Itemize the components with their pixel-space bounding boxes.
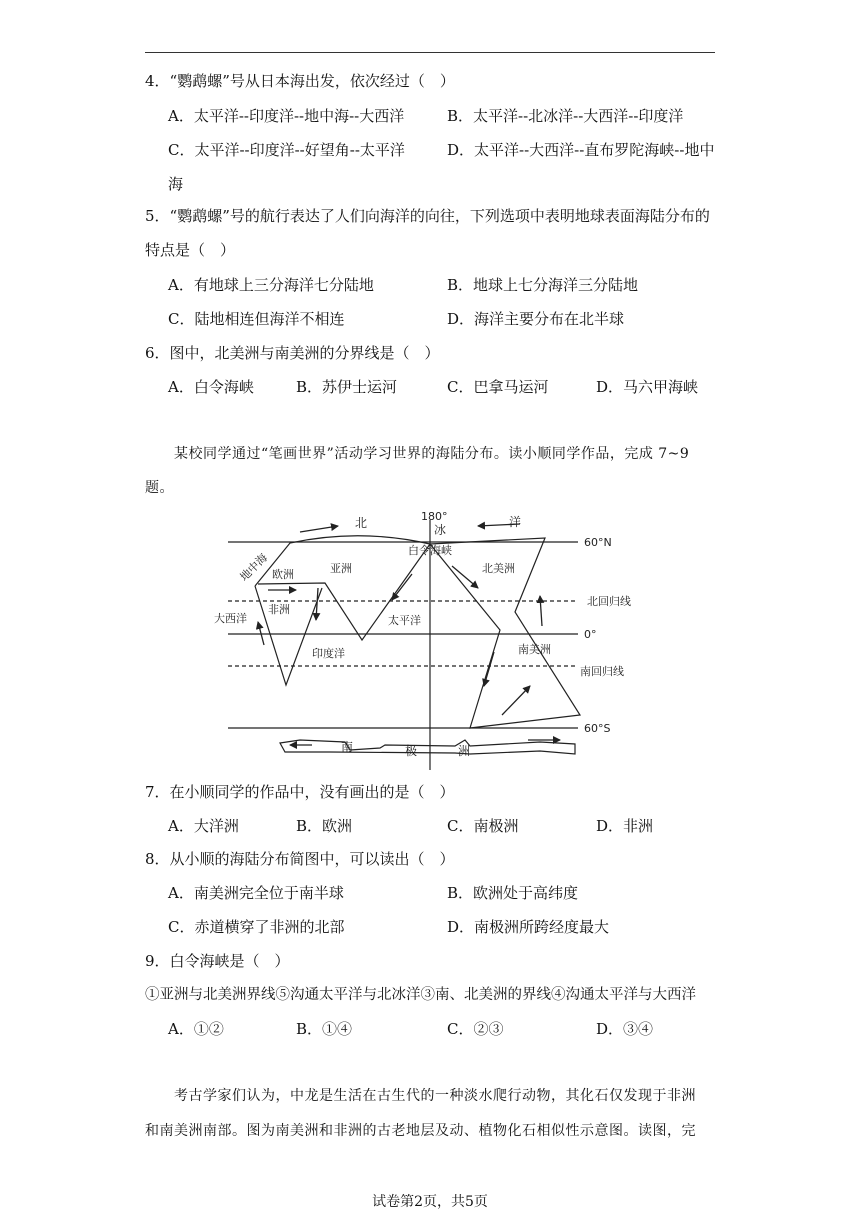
q9-option-c[interactable]: C．②③ [447, 1020, 504, 1038]
label-ji: 极 [405, 744, 418, 758]
label-equator: 0° [584, 628, 597, 641]
q5-option-a[interactable]: A．有地球上三分海洋七分陆地 [168, 276, 374, 294]
header-rule [145, 52, 715, 53]
q5-stem-line1: 5．“鹦鹉螺”号的航行表达了人们向海洋的向往，下列选项中表明地球表面海陆分布的 [145, 207, 710, 225]
passage-7-9-line2: 题。 [145, 480, 174, 496]
label-mediterranean: 地中海 [237, 551, 271, 584]
label-bing: 冰 [434, 523, 447, 537]
q4-option-d-continued: 海 [168, 175, 184, 193]
q9-option-a[interactable]: A．①② [168, 1020, 224, 1038]
q5-option-b[interactable]: B．地球上七分海洋三分陆地 [447, 276, 639, 294]
q8-option-b[interactable]: B．欧洲处于高纬度 [447, 884, 579, 902]
label-indian-ocean: 印度洋 [312, 647, 345, 660]
label-bei: 北 [355, 516, 368, 530]
label-zhou: 洲 [458, 744, 471, 758]
label-pacific: 太平洋 [388, 614, 421, 627]
passage-7-9-line1: 某校同学通过“笔画世界”活动学习世界的海陆分布。读小顺同学作品，完成 7~9 [174, 446, 690, 462]
q6-option-b[interactable]: B．苏伊士运河 [296, 378, 398, 396]
q4-option-d[interactable]: D．太平洋--大西洋--直布罗陀海峡--地中 [447, 141, 715, 159]
label-atlantic: 大西洋 [214, 612, 247, 625]
label-nan: 南 [341, 740, 354, 754]
q4-option-a[interactable]: A．太平洋--印度洋--地中海--大西洋 [168, 107, 405, 125]
q7-option-c[interactable]: C．南极洲 [447, 817, 519, 835]
arrow-samerica-up [540, 596, 542, 626]
label-lon-180: 180° [421, 510, 448, 523]
arrow-samerica-down [484, 652, 494, 686]
q8-option-d[interactable]: D．南极洲所跨经度最大 [447, 918, 610, 936]
label-tropic-north: 北回归线 [587, 595, 631, 608]
q6-option-a[interactable]: A．白令海峡 [168, 378, 254, 396]
q4-stem: 4．“鹦鹉螺”号从日本海出发，依次经过（ ） [145, 72, 455, 90]
arrow-pacific-sw [392, 574, 412, 600]
q8-option-a[interactable]: A．南美洲完全位于南半球 [168, 884, 344, 902]
land-sea-sketch-map [200, 505, 660, 780]
label-south-america: 南美洲 [518, 643, 551, 656]
q5-option-c[interactable]: C．陆地相连但海洋不相连 [168, 310, 345, 328]
q4-option-b[interactable]: B．太平洋--北冰洋--大西洋--印度洋 [447, 107, 684, 125]
q9-statements: ①亚洲与北美洲界线⑤沟通太平洋与北冰洋③南、北美洲的界线④沟通太平洋与大西洋 [145, 987, 696, 1003]
q8-option-c[interactable]: C．赤道横穿了非洲的北部 [168, 918, 345, 936]
q9-stem: 9．白令海峡是（ ） [145, 952, 290, 970]
label-bering: 白令海峡 [408, 544, 452, 557]
q9-option-d[interactable]: D．③④ [596, 1020, 654, 1038]
label-africa: 非洲 [268, 603, 290, 616]
q6-option-d[interactable]: D．马六甲海峡 [596, 378, 699, 396]
arrow-southeast-up [502, 686, 530, 715]
q5-stem-line2: 特点是（ ） [145, 241, 236, 259]
q7-option-d[interactable]: D．非洲 [596, 817, 654, 835]
label-60n: 60°N [584, 536, 612, 549]
label-asia: 亚洲 [330, 562, 352, 575]
q8-stem: 8．从小顺的海陆分布简图中，可以读出（ ） [145, 850, 455, 868]
label-tropic-south: 南回归线 [580, 665, 624, 678]
q7-stem: 7．在小顺同学的作品中，没有画出的是（ ） [145, 783, 455, 801]
arrow-arctic-east [300, 526, 338, 532]
q6-stem: 6．图中，北美洲与南美洲的分界线是（ ） [145, 344, 440, 362]
q7-option-b[interactable]: B．欧洲 [296, 817, 353, 835]
page-footer: 试卷第2页，共5页 [372, 1194, 488, 1210]
q5-option-d[interactable]: D．海洋主要分布在北半球 [447, 310, 625, 328]
passage-next-line2: 和南美洲南部。图为南美洲和非洲的古老地层及动、植物化石相似性示意图。读图，完 [145, 1123, 696, 1139]
label-yang: 洋 [509, 515, 522, 529]
antarctica-outline [280, 740, 575, 754]
q6-option-c[interactable]: C．巴拿马运河 [447, 378, 549, 396]
passage-next-line1: 考古学家们认为，中龙是生活在古生代的一种淡水爬行动物，其化石仅发现于非洲 [174, 1088, 696, 1104]
q9-option-b[interactable]: B．①④ [296, 1020, 353, 1038]
label-north-america: 北美洲 [482, 562, 515, 575]
arrow-namerica-se [452, 566, 478, 588]
label-60s: 60°S [584, 722, 611, 735]
q4-option-c[interactable]: C．太平洋--印度洋--好望角--太平洋 [168, 141, 405, 159]
label-europe: 欧洲 [272, 568, 294, 581]
q7-option-a[interactable]: A．大洋洲 [168, 817, 239, 835]
